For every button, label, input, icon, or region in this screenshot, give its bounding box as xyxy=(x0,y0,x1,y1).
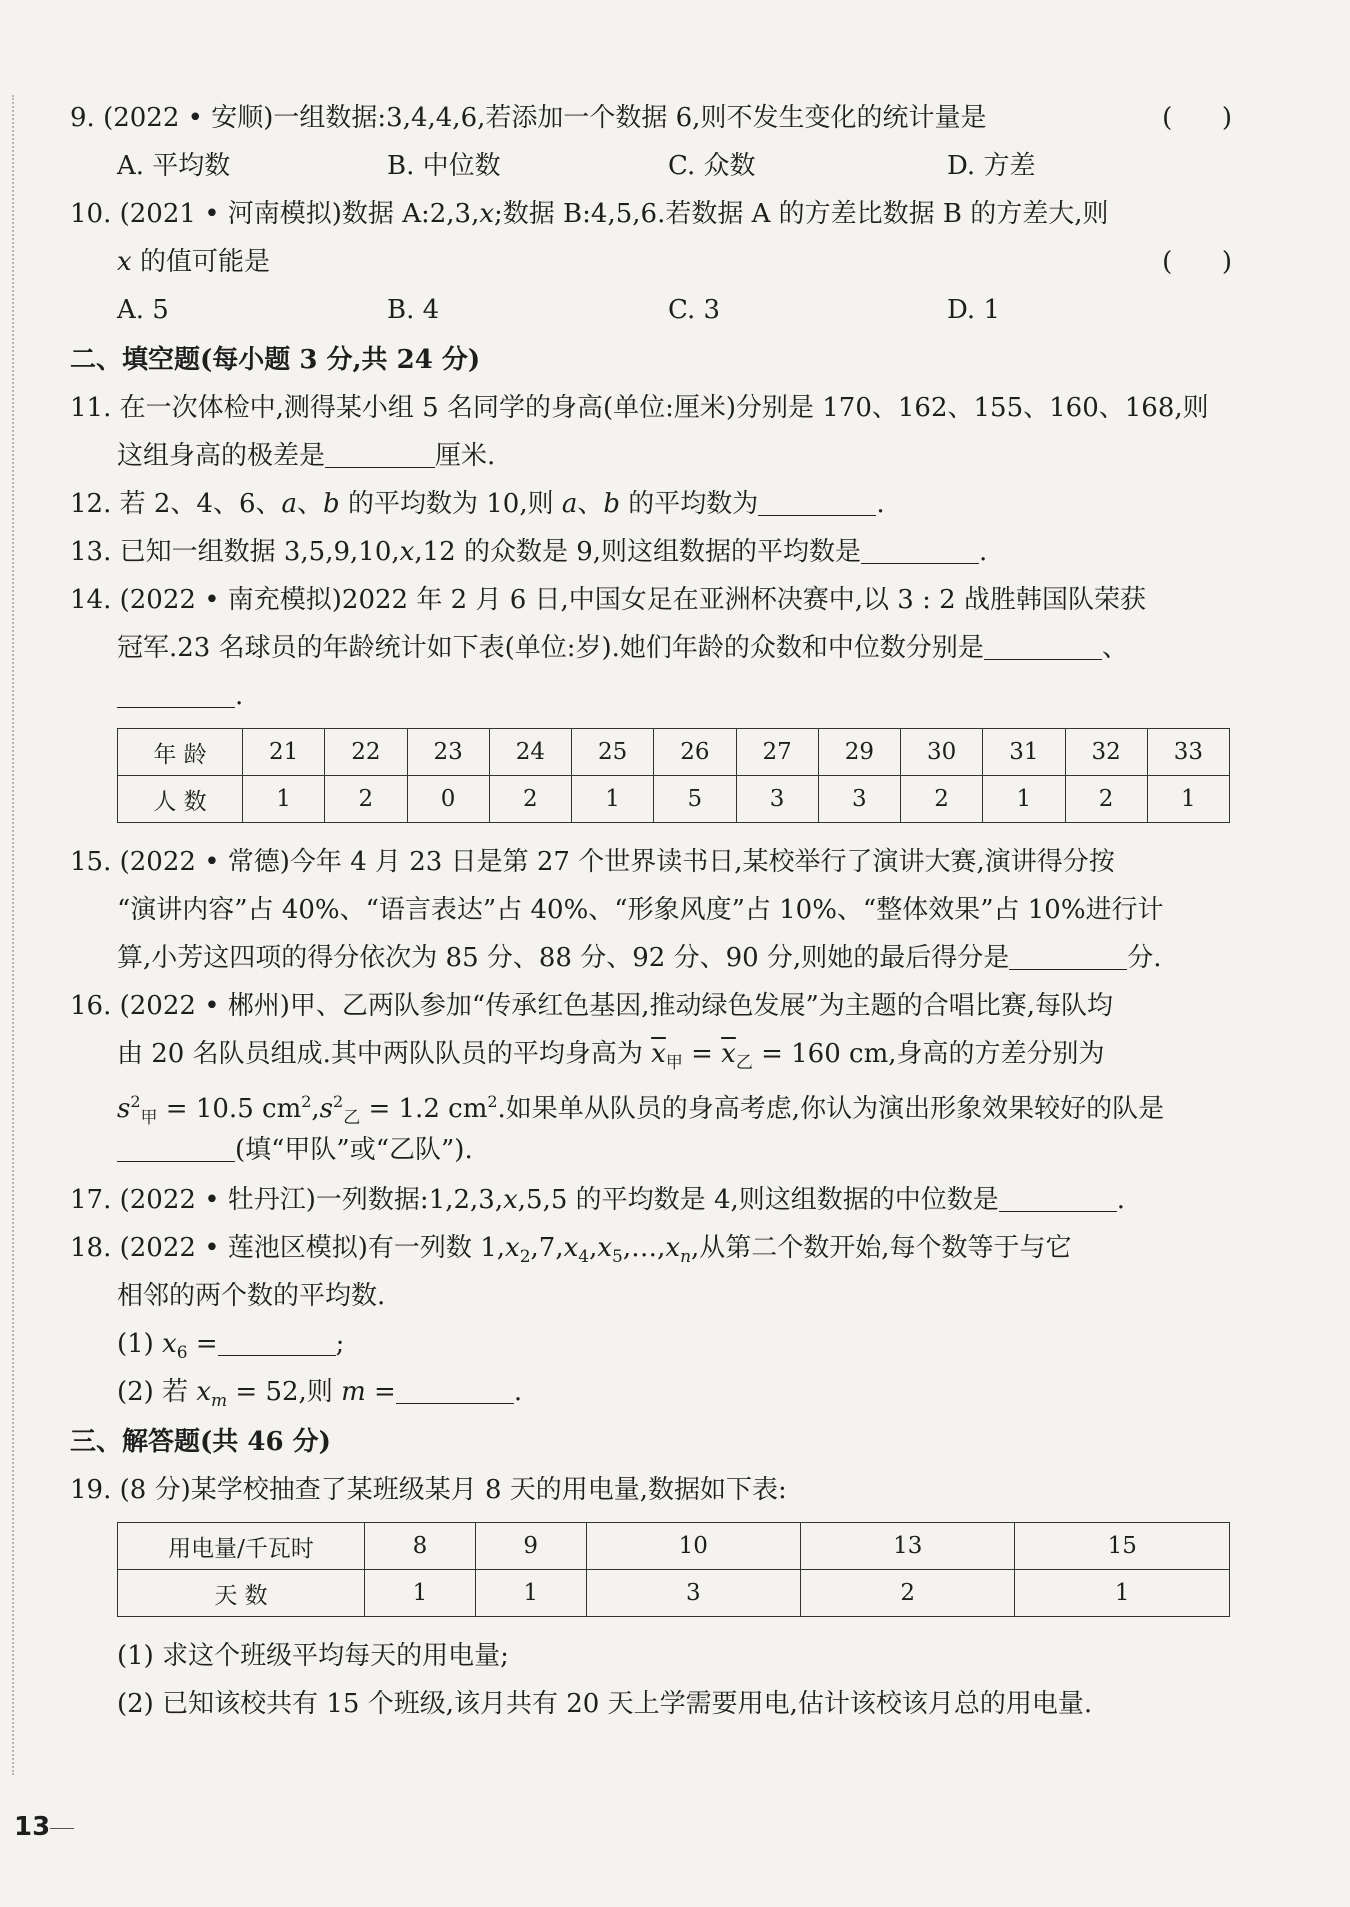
question-12-text: 的平均数为 10,则 xyxy=(339,489,562,519)
table-cell: 1 xyxy=(475,1570,586,1617)
question-13-text: ,12 的众数是 9,则这组数据的平均数是 xyxy=(414,537,862,567)
option-c: C. 众数 xyxy=(668,151,756,181)
question-15-unit: 分. xyxy=(1127,943,1162,973)
question-16-line-4 xyxy=(117,1130,1232,1170)
table-cell: 22 xyxy=(325,729,407,776)
variance-symbol: s xyxy=(319,1094,334,1124)
question-11-text: 这组身高的极差是 xyxy=(117,441,326,471)
question-19-part-2: (2) 已知该校共有 15 个班级,该月共有 20 天上学需要用电,估计该校该月总的用电量. xyxy=(117,1689,1093,1719)
subscript-jia: 甲 xyxy=(140,1108,158,1128)
separator: 、 xyxy=(1101,633,1128,663)
answer-blank-mode[interactable] xyxy=(984,629,1102,660)
table-row-count xyxy=(118,776,1230,823)
table-cell: 2 xyxy=(901,776,983,823)
question-16-text: .如果单从队员的身高考虑,你认为演出形象效果较好的队是 xyxy=(497,1094,1165,1124)
question-12-text: 的平均数为 xyxy=(620,489,759,519)
table-cell: 1 xyxy=(983,776,1065,823)
answer-blank[interactable] xyxy=(999,1181,1117,1212)
subscript: 5 xyxy=(612,1247,623,1267)
variable-b: b xyxy=(603,489,621,519)
question-15-line-3 xyxy=(117,938,1232,978)
question-16-text: = 160 cm,身高的方差分别为 xyxy=(752,1039,1105,1069)
variable-a: a xyxy=(281,489,298,519)
variable-x: x xyxy=(563,1233,579,1263)
question-11: 11. 在一次体检中,测得某小组 5 名同学的身高(单位:厘米)分别是 170、162、155、160、168,则 xyxy=(70,393,1209,423)
question-10-options xyxy=(117,290,1232,330)
period: . xyxy=(876,489,885,519)
superscript-2: 2 xyxy=(130,1092,141,1111)
variable-x: x xyxy=(503,1185,518,1215)
table-cell: 32 xyxy=(1065,729,1147,776)
table-header-usage: 用电量/千瓦时 xyxy=(118,1523,365,1570)
variable-x: x xyxy=(117,247,132,277)
table-row-age xyxy=(118,729,1230,776)
table-row-usage xyxy=(118,1523,1230,1570)
page-number: 13 xyxy=(14,1812,51,1842)
question-10-line-2 xyxy=(117,242,1232,282)
table-header-days: 天 数 xyxy=(118,1570,365,1617)
subscript: m xyxy=(211,1391,228,1411)
table-cell: 1 xyxy=(365,1570,476,1617)
question-15-line-2: “演讲内容”占 40%、“语言表达”占 40%、“形象风度”占 10%、“整体效果”占 10%进行计 xyxy=(117,895,1164,925)
variable-x: x xyxy=(665,1233,681,1263)
question-14-text: 冠军.23 名球员的年龄统计如下表(单位:岁).她们年龄的众数和中位数分别是 xyxy=(117,633,984,663)
subscript: 2 xyxy=(519,1247,531,1267)
table-cell: 3 xyxy=(818,776,900,823)
table-cell: 25 xyxy=(572,729,654,776)
table-cell: 2 xyxy=(1065,776,1147,823)
subscript-yi: 乙 xyxy=(735,1053,753,1073)
question-18-text: ,从第二个数开始,每个数等于与它 xyxy=(691,1233,1072,1263)
option-b: B. 中位数 xyxy=(387,151,501,181)
option-b: B. 4 xyxy=(387,295,440,325)
table-cell: 3 xyxy=(736,776,818,823)
superscript-2: 2 xyxy=(301,1092,312,1111)
answer-parentheses: ( ) xyxy=(1162,247,1232,277)
table-cell: 3 xyxy=(586,1570,800,1617)
question-16-hint: (填“甲队”或“乙队”). xyxy=(235,1135,473,1165)
variable-x: x xyxy=(399,537,415,567)
question-13-text: 13. 已知一组数据 3,5,9,10, xyxy=(70,537,400,567)
question-14: 14. (2022 • 南充模拟)2022 年 2 月 6 日,中国女足在亚洲杯决赛中,以 3 : 2 战胜韩国队荣获 xyxy=(70,585,1146,615)
answer-blank[interactable] xyxy=(325,437,435,468)
table-cell: 15 xyxy=(1015,1523,1230,1570)
binding-dotted-line xyxy=(12,95,14,1775)
variable-m: m xyxy=(341,1377,366,1407)
question-10-stem-end: ;数据 B:4,5,6.若数据 A 的方差比数据 B 的方差大,则 xyxy=(494,199,1109,229)
table-cell: 26 xyxy=(654,729,736,776)
question-9-stem: 9. (2022 • 安顺)一组数据:3,4,4,6,若添加一个数据 6,则不发生变化的统计量是 xyxy=(70,103,987,133)
option-a: A. 平均数 xyxy=(117,151,231,181)
table-cell: 1 xyxy=(1147,776,1229,823)
comma: , xyxy=(311,1094,320,1124)
table-cell: 9 xyxy=(475,1523,586,1570)
question-18-part-1 xyxy=(117,1324,1232,1373)
answer-blank[interactable] xyxy=(396,1373,514,1404)
question-14-line-2 xyxy=(117,628,1232,668)
variable-x: x xyxy=(597,1233,613,1263)
subscript-yi: 乙 xyxy=(343,1108,361,1128)
variable-x: x xyxy=(505,1233,520,1263)
table-cell: 24 xyxy=(489,729,571,776)
superscript-2: 2 xyxy=(487,1092,498,1111)
question-14-line-3 xyxy=(117,676,1232,716)
part-label: (1) xyxy=(117,1329,163,1359)
question-16-text: = 10.5 cm xyxy=(157,1094,302,1124)
question-12 xyxy=(70,484,1232,524)
subscript: 6 xyxy=(176,1343,188,1363)
table-row-days xyxy=(118,1570,1230,1617)
subscript: 4 xyxy=(578,1247,590,1267)
answer-blank[interactable] xyxy=(117,1131,235,1162)
question-10-stem-start: 10. (2021 • 河南模拟)数据 A:2,3, xyxy=(70,199,480,229)
variable-a: a xyxy=(561,489,578,519)
superscript-2: 2 xyxy=(333,1092,344,1111)
variable-x: x xyxy=(162,1329,177,1359)
table-cell: 2 xyxy=(325,776,407,823)
table-cell: 1 xyxy=(243,776,325,823)
question-18-text: 18. (2022 • 莲池区模拟)有一列数 1, xyxy=(70,1233,506,1263)
section-heading-answer: 三、解答题(共 46 分) xyxy=(70,1427,331,1457)
option-a: A. 5 xyxy=(117,295,169,325)
table-header-age: 年 龄 xyxy=(118,729,243,776)
question-12-text: 、 xyxy=(577,489,604,519)
answer-blank[interactable] xyxy=(758,485,876,516)
table-cell: 31 xyxy=(983,729,1065,776)
question-19-part-1: (1) 求这个班级平均每天的用电量; xyxy=(117,1641,509,1671)
electricity-table xyxy=(117,1522,1230,1617)
question-13 xyxy=(70,532,1232,572)
question-18-line-2: 相邻的两个数的平均数. xyxy=(117,1281,386,1311)
question-10 xyxy=(70,194,1232,234)
variance-symbol: s xyxy=(117,1094,131,1124)
subscript: n xyxy=(680,1247,692,1267)
answer-blank[interactable] xyxy=(1009,939,1127,970)
question-18-text: = 52,则 xyxy=(227,1377,342,1407)
question-9 xyxy=(70,98,1232,138)
equals: = xyxy=(187,1329,218,1359)
answer-blank[interactable] xyxy=(861,533,979,564)
question-15: 15. (2022 • 常德)今年 4 月 23 日是第 27 个世界读书日,某校举行了演讲大赛,演讲得分按 xyxy=(70,847,1115,877)
period: . xyxy=(1116,1185,1126,1215)
mean-symbol: $\overline{x}$ xyxy=(651,1039,666,1069)
question-19: 19. (8 分)某学校抽查了某班级某月 8 天的用电量,数据如下表: xyxy=(70,1475,787,1505)
comma: , xyxy=(589,1233,598,1263)
question-17 xyxy=(70,1180,1232,1220)
variable-b: b xyxy=(323,489,340,519)
answer-parentheses: ( ) xyxy=(1162,103,1232,133)
question-18-text: ,7, xyxy=(530,1233,564,1263)
period: . xyxy=(235,681,244,711)
semicolon: ; xyxy=(335,1329,345,1359)
table-cell: 23 xyxy=(407,729,489,776)
period: . xyxy=(979,537,988,567)
option-d: D. 方差 xyxy=(947,151,1036,181)
table-cell: 33 xyxy=(1147,729,1229,776)
question-16-line-2 xyxy=(117,1034,1232,1083)
question-17-text: 17. (2022 • 牡丹江)一列数据:1,2,3, xyxy=(70,1185,504,1215)
mean-symbol: $\overline{x}$ xyxy=(721,1039,736,1069)
table-cell: 8 xyxy=(365,1523,476,1570)
question-18-part-2 xyxy=(117,1372,1232,1421)
option-d: D. 1 xyxy=(947,295,1000,325)
table-cell: 10 xyxy=(586,1523,800,1570)
table-cell: 5 xyxy=(654,776,736,823)
equals: = xyxy=(365,1377,396,1407)
question-16-text: = 1.2 cm xyxy=(360,1094,488,1124)
variable-x: x xyxy=(196,1377,212,1407)
table-cell: 1 xyxy=(572,776,654,823)
answer-blank[interactable] xyxy=(218,1325,336,1356)
question-18 xyxy=(70,1228,1232,1277)
question-9-options xyxy=(117,146,1232,186)
ellipsis: ,…, xyxy=(622,1233,666,1263)
table-header-count: 人 数 xyxy=(118,776,243,823)
question-17-text: ,5,5 的平均数是 4,则这组数据的中位数是 xyxy=(517,1185,999,1215)
question-11-unit: 厘米. xyxy=(435,441,496,471)
footer-dash xyxy=(50,1828,74,1829)
table-cell: 2 xyxy=(801,1570,1015,1617)
question-15-text: 算,小芳这四项的得分依次为 85 分、88 分、92 分、90 分,则她的最后得分是 xyxy=(117,943,1010,973)
option-c: C. 3 xyxy=(668,295,721,325)
question-12-text: 12. 若 2、4、6、 xyxy=(70,489,282,519)
table-cell: 13 xyxy=(801,1523,1015,1570)
variable-x: x xyxy=(479,199,495,229)
question-11-line-2 xyxy=(117,436,1232,476)
table-cell: 27 xyxy=(736,729,818,776)
subscript-jia: 甲 xyxy=(665,1053,683,1073)
part-label: (2) 若 xyxy=(117,1377,197,1407)
table-cell: 29 xyxy=(818,729,900,776)
question-12-text: 、 xyxy=(297,489,324,519)
question-16-text: 由 20 名队员组成.其中两队队员的平均身高为 xyxy=(117,1039,652,1069)
answer-blank-median[interactable] xyxy=(117,677,235,708)
age-table xyxy=(117,728,1230,823)
equals: = xyxy=(682,1039,722,1069)
table-cell: 21 xyxy=(243,729,325,776)
table-cell: 2 xyxy=(489,776,571,823)
period: . xyxy=(513,1377,523,1407)
table-cell: 0 xyxy=(407,776,489,823)
section-heading-fill-in: 二、填空题(每小题 3 分,共 24 分) xyxy=(70,345,481,375)
table-cell: 1 xyxy=(1015,1570,1230,1617)
question-10-continuation: 的值可能是 xyxy=(139,247,270,277)
question-16: 16. (2022 • 郴州)甲、乙两队参加“传承红色基因,推动绿色发展”为主题的合唱比赛,每队均 xyxy=(70,991,1114,1021)
table-cell: 30 xyxy=(901,729,983,776)
